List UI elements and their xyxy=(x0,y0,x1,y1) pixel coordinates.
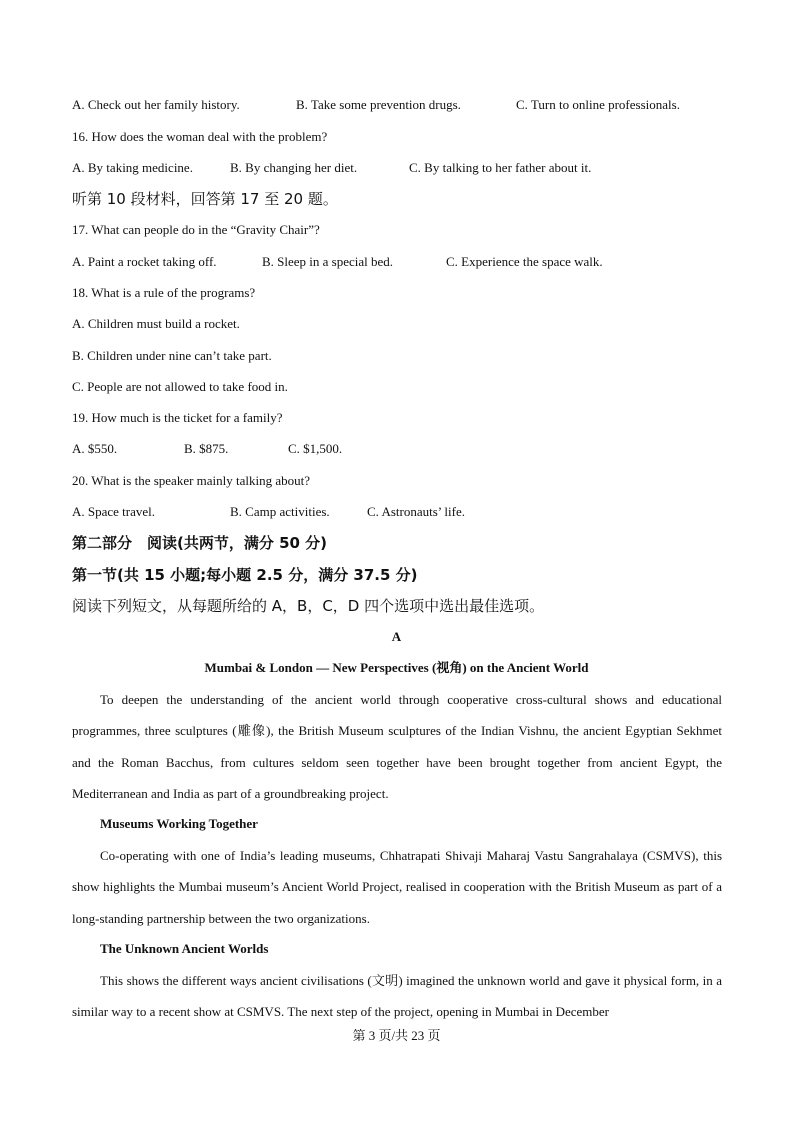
section10-instruction: 听第 10 段材料，回答第 17 至 20 题。 xyxy=(72,190,338,208)
paragraph-2: Co-operating with one of India’s leading museums, Chhatrapati Shivaji Maharaj Vastu Sangrahalaya (CSMVS), this show highlights the Mumbai museum’s Ancient World Project, realised in cooperation with the British Museum as part of a long-standing partnership between the two organizations. xyxy=(72,848,722,926)
q16-option-a: A. By taking medicine. xyxy=(72,160,193,175)
heading-museums-working-together: Museums Working Together xyxy=(100,816,258,831)
q18-option-b: B. Children under nine can’t take part. xyxy=(72,348,272,363)
q18-option-a: A. Children must build a rocket. xyxy=(72,316,240,331)
q19-option-c: C. $1,500. xyxy=(288,441,343,456)
q19-question: 19. How much is the ticket for a family? xyxy=(72,410,283,425)
q15-option-b: B. Take some prevention drugs. xyxy=(296,97,461,112)
q17-option-b: B. Sleep in a special bed. xyxy=(262,254,394,269)
q15-option-a: A. Check out her family history. xyxy=(72,97,240,112)
q20-question: 20. What is the speaker mainly talking about? xyxy=(72,473,311,488)
heading-unknown-ancient-worlds: The Unknown Ancient Worlds xyxy=(100,941,269,956)
q20-option-a: A. Space travel. xyxy=(72,504,156,519)
part2-title: 第二部分 阅读(共两节，满分 50 分) xyxy=(72,534,328,552)
q18-option-c: C. People are not allowed to take food in. xyxy=(72,379,288,394)
paragraph-3: This shows the different ways ancient civilisations (文明) imagined the unknown world and gave it physical form, in a similar way to a recent show at CSMVS. The next step of the project, opening in Mumbai in December xyxy=(72,973,722,1020)
q19-option-a: A. $550. xyxy=(72,441,118,456)
q17-option-c: C. Experience the space walk. xyxy=(446,254,603,269)
q17-option-a: A. Paint a rocket taking off. xyxy=(72,254,217,269)
section1-title: 第一节(共 15 小题;每小题 2.5 分，满分 37.5 分) xyxy=(72,566,418,584)
passage-letter: A xyxy=(391,629,402,644)
paragraph-1: To deepen the understanding of the ancient world through cooperative cross-cultural shows and educational programmes, three sculptures (雕像), the British Museum sculptures of the Indian Vishnu, the ancient Egyptian Sekhmet and the Roman Bacchus, from cultures seldom seen together have been brought together from ancient Egypt, the Mediterranean and India as part of a groundbreaking project. xyxy=(72,692,722,801)
passage-title: Mumbai & London — New Perspectives (视角) on the Ancient World xyxy=(204,660,589,675)
q15-option-c: C. Turn to online professionals. xyxy=(516,97,680,112)
q16-option-c: C. By talking to her father about it. xyxy=(409,160,592,175)
q16-question: 16. How does the woman deal with the problem? xyxy=(72,129,328,144)
q16-option-b: B. By changing her diet. xyxy=(230,160,358,175)
q19-option-b: B. $875. xyxy=(184,441,229,456)
q20-option-b: B. Camp activities. xyxy=(230,504,330,519)
q18-question: 18. What is a rule of the programs? xyxy=(72,285,256,300)
page-number-footer: 第 3 页/共 23 页 xyxy=(352,1028,441,1043)
q20-option-c: C. Astronauts’ life. xyxy=(367,504,465,519)
q17-question: 17. What can people do in the “Gravity Chair”? xyxy=(72,222,320,237)
reading-instruction: 阅读下列短文，从每题所给的 A，B，C，D 四个选项中选出最佳选项。 xyxy=(72,597,545,615)
